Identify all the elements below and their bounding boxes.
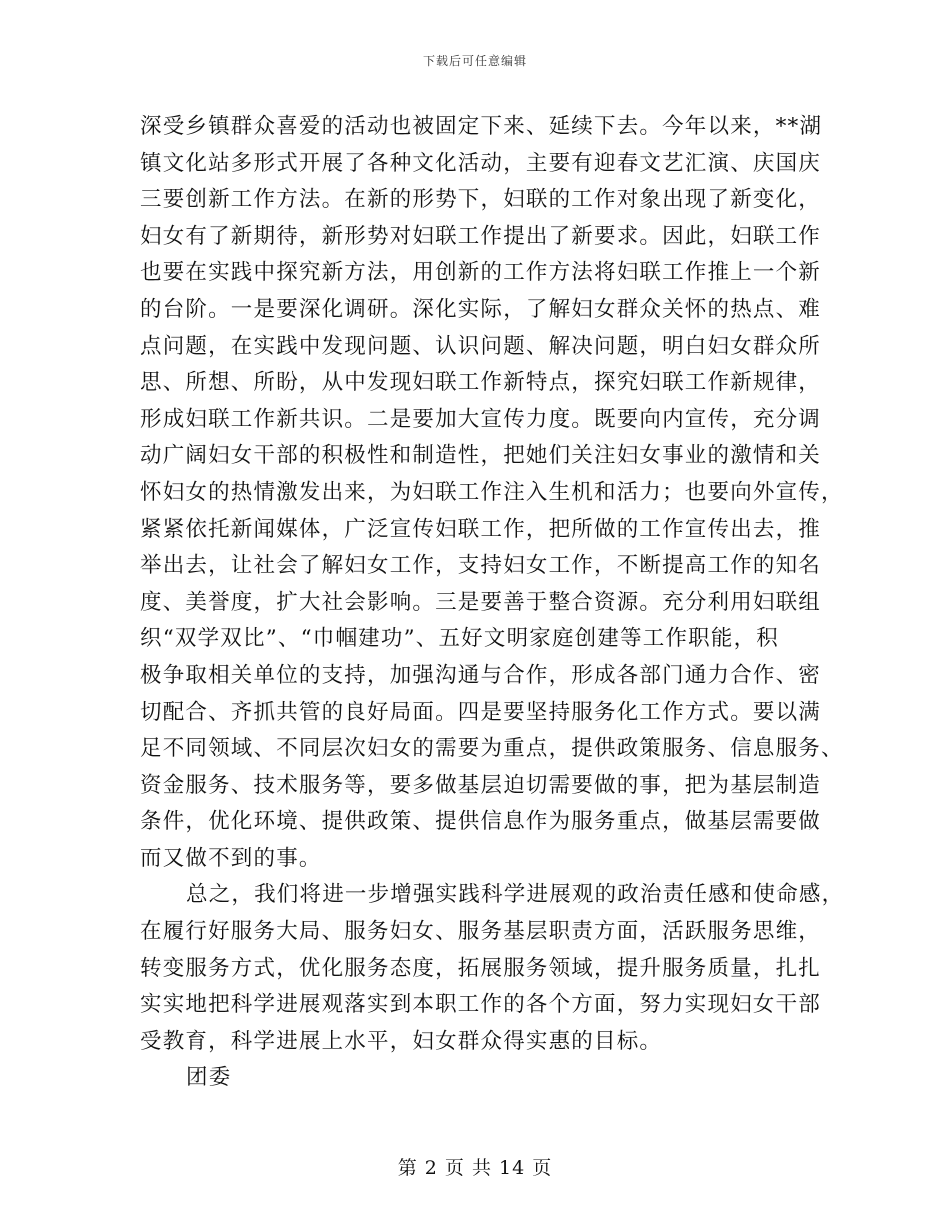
text-line: 怀妇女的热情激发出来，为妇联工作注入生机和活力；也要向外宣传， bbox=[140, 479, 844, 505]
text-line: 而又做不到的事。 bbox=[140, 845, 322, 871]
text-line: 点问题，在实践中发现问题、认识问题、解决问题，明白妇女群众所 bbox=[140, 333, 822, 359]
text-line: 织“双学双比”、“巾帼建功”、五好文明家庭创建等工作职能，积 bbox=[140, 626, 779, 652]
text-line: 深受乡镇群众喜爱的活动也被固定下来、延续下去。今年以来，**湖 bbox=[140, 114, 823, 139]
section-heading: 团委 bbox=[186, 1065, 232, 1091]
text-line: 转变服务方式，优化服务态度，拓展服务领域，提升服务质量，扎扎 bbox=[140, 955, 822, 981]
text-line: 足不同领域、不同层次妇女的需要为重点，提供政策服务、信息服务、 bbox=[140, 736, 844, 762]
text-line: 思、所想、所盼，从中发现妇联工作新特点，探究妇联工作新规律， bbox=[140, 370, 822, 396]
paragraph-start-line: 总之，我们将进一步增强实践科学进展观的政治责任感和使命感， bbox=[186, 882, 845, 908]
text-line: 在履行好服务大局、服务妇女、服务基层职责方面，活跃服务思维， bbox=[140, 919, 822, 945]
text-line: 切配合、齐抓共管的良好局面。四是要坚持服务化工作方式。要以满 bbox=[140, 699, 822, 725]
text-line: 也要在实践中探究新方法，用创新的工作方法将妇联工作推上一个新 bbox=[140, 260, 822, 286]
text-line: 形成妇联工作新共识。二是要加大宣传力度。既要向内宣传，充分调 bbox=[140, 406, 822, 432]
text-line: 举出去，让社会了解妇女工作，支持妇女工作，不断提高工作的知名 bbox=[140, 553, 822, 579]
text-line: 镇文化站多形式开展了各种文化活动，主要有迎春文艺汇演、庆国庆 bbox=[140, 150, 822, 176]
text-line: 资金服务、技术服务等，要多做基层迫切需要做的事，把为基层制造 bbox=[140, 772, 822, 798]
text-line: 受教育，科学进展上水平，妇女群众得实惠的目标。 bbox=[140, 1028, 663, 1054]
text-line: 条件，优化环境、提供政策、提供信息作为服务重点，做基层需要做 bbox=[140, 809, 822, 835]
text-line: 紧紧依托新闻媒体，广泛宣传妇联工作，把所做的工作宣传出去，推 bbox=[140, 516, 822, 542]
text-line: 度、美誉度，扩大社会影响。三是要善于整合资源。充分利用妇联组 bbox=[140, 589, 822, 615]
text-line: 实实地把科学进展观落实到本职工作的各个方面，努力实现妇女干部 bbox=[140, 992, 822, 1018]
text-line: 三要创新工作方法。在新的形势下，妇联的工作对象出现了新变化， bbox=[140, 187, 822, 213]
text-line: 的台阶。一是要深化调研。深化实际，了解妇女群众关怀的热点、难 bbox=[140, 296, 822, 322]
document-body bbox=[140, 109, 845, 1097]
text-line: 妇女有了新期待，新形势对妇联工作提出了新要求。因此，妇联工作 bbox=[140, 223, 822, 249]
text-line: 动广阔妇女干部的积极性和制造性，把她们关注妇女事业的激情和关 bbox=[140, 443, 822, 469]
page-header-note: 下载后可任意编辑 bbox=[422, 54, 527, 68]
page-number-footer: 第 2 页 共 14 页 bbox=[397, 1157, 553, 1179]
text-line: 极争取相关单位的支持，加强沟通与合作，形成各部门通力合作、密 bbox=[140, 662, 822, 688]
